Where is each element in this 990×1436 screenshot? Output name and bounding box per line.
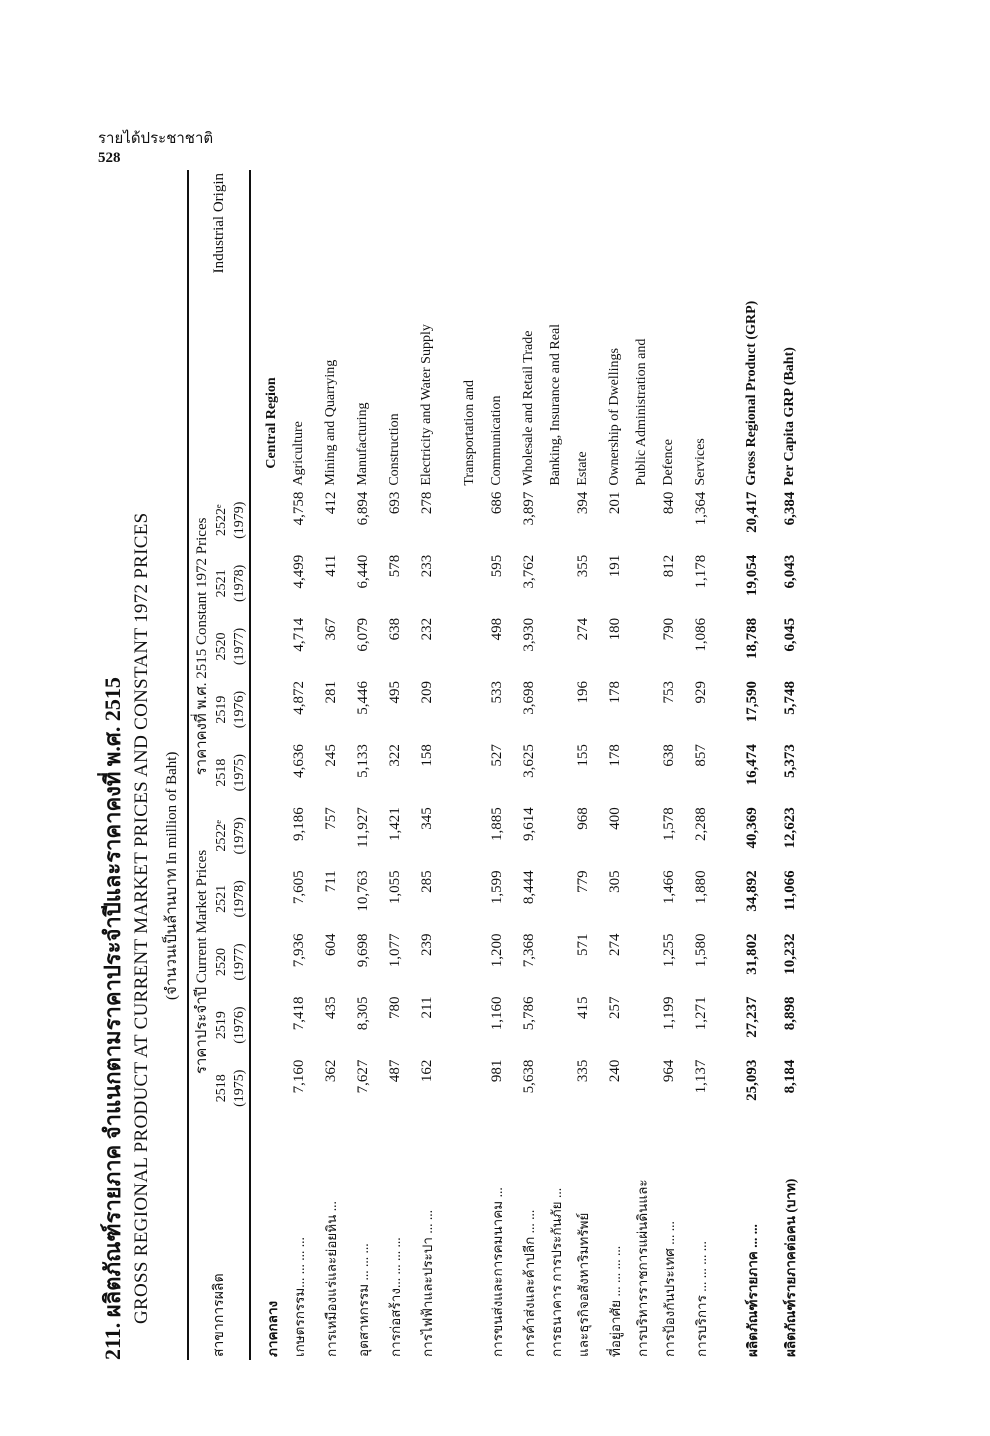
value-cell: 1,160 [488,996,505,1031]
value-cell [545,678,567,741]
value-cell [631,804,653,867]
value-cell: 711 [322,870,339,893]
value-cell: 812 [660,554,677,578]
value-cell: 1,199 [660,996,677,1031]
year-thai: 2522ᵉ [214,504,229,537]
row-label-thai: การค้าส่งและค้าปลีก ... ... [522,1209,537,1357]
value-cell [545,741,567,804]
value-cell: 981 [488,1059,505,1083]
value-cell: 7,627 [354,1059,371,1094]
value-cell: 233 [418,554,435,578]
table-row [685,170,717,1360]
section-label-english: Central Region [264,377,279,469]
row-label-english: Services [693,438,708,486]
value-cell: 6,440 [354,554,371,589]
value-cell: 17,590 [743,681,760,723]
value-cell: 4,714 [290,617,307,652]
value-cell: 155 [574,744,591,767]
table-row [771,170,809,1360]
value-cell: 6,894 [354,491,371,526]
row-label-thai: การบริหารราชการแผ่นดินและ [635,1179,650,1357]
value-cell: 2,288 [692,807,709,841]
value-cell: 1,580 [692,933,709,968]
value-cell: 533 [488,681,505,704]
value-cell: 1,421 [386,807,403,841]
value-cell: 1,137 [692,1059,709,1094]
rotated-table-page [95,170,895,1360]
row-label-thai: การขนส่งและการคมนาคม ... [490,1187,505,1357]
value-cell: 5,748 [781,681,798,715]
value-cell: 34,892 [743,870,760,912]
value-cell: 693 [386,491,403,515]
value-cell [459,615,481,678]
value-cell: 411 [322,554,339,577]
value-cell: 3,698 [520,681,537,715]
value-cell: 1,364 [692,491,709,526]
value-cell [459,930,481,993]
row-label-thai: การไฟฟ้าและประปา ... ... [420,1210,435,1357]
year-header-cell [213,804,250,867]
year-ad: (1978) [232,880,247,918]
value-cell: 285 [418,870,435,893]
year-ad: (1979) [232,817,247,855]
value-cell [631,994,653,1057]
value-cell: 362 [322,1059,339,1083]
row-label-english: Ownership of Dwellings [607,348,622,486]
value-cell: 638 [386,617,403,641]
section-label-thai: ภาคกลาง [265,1300,280,1357]
year-header-cell [213,867,250,930]
value-cell: 1,885 [488,807,505,841]
title-thai: ผลิตภัณฑ์รายภาค จำแนกตามราคาประจำปีและราคาคงที่ พ.ศ. 2515 [100,677,125,1318]
group-header-current: ราคาประจำปี Current Market Prices [194,849,210,1075]
value-cell: 18,788 [743,617,760,660]
value-cell: 16,474 [743,744,760,786]
value-cell: 5,786 [520,996,537,1031]
value-cell: 211 [418,996,435,1019]
value-cell: 498 [488,617,505,641]
section-row [250,170,283,1360]
value-cell: 9,698 [354,933,371,968]
value-cell: 11,066 [781,870,798,911]
table-row [567,170,599,1360]
value-cell [631,678,653,741]
row-label-thai: ที่อยู่อาศัย ... ... ... ... [608,1245,623,1357]
value-cell: 4,636 [290,744,307,778]
title-english: GROSS REGIONAL PRODUCT AT CURRENT MARKET PRICES AND CONSTANT 1972 PRICES [131,512,152,1324]
value-cell: 4,758 [290,491,307,526]
year-ad: (1977) [232,627,247,666]
value-cell [545,994,567,1057]
row-label-english: Gross Regional Product (GRP) [744,300,759,486]
value-cell [545,1057,567,1120]
value-cell: 6,079 [354,617,371,652]
value-cell: 686 [488,491,505,515]
value-cell: 6,384 [781,491,798,526]
value-cell: 7,368 [520,933,537,968]
value-cell: 5,446 [354,681,371,715]
value-cell: 345 [418,807,435,830]
value-cell [459,552,481,615]
value-cell: 281 [322,681,339,704]
row-label-english: Estate [575,451,590,486]
value-cell [545,930,567,993]
value-cell: 1,178 [692,554,709,589]
row-label-english: Per Capita GRP (Baht) [782,347,797,486]
value-cell: 4,872 [290,681,307,715]
row-label-english: Wholesale and Retail Trade [521,330,536,486]
value-cell: 757 [322,807,339,830]
value-cell: 5,373 [781,744,798,778]
table-row [283,170,315,1360]
value-cell: 180 [606,617,623,641]
value-cell: 367 [322,617,339,641]
year-header-cell [213,741,250,804]
year-header-cell [213,615,250,678]
group-header-constant: ราคาคงที่ พ.ศ. 2515 Constant 1972 Prices [194,517,210,776]
value-cell: 495 [386,681,403,704]
spacer-row [717,170,733,1360]
value-cell [545,489,567,552]
value-cell: 780 [386,996,403,1020]
value-cell: 20,417 [743,491,760,533]
year-header-cell [213,678,250,741]
value-cell: 487 [386,1059,403,1083]
value-cell: 8,305 [354,996,371,1031]
value-cell: 3,897 [520,491,537,526]
table-row [513,170,545,1360]
value-cell: 162 [418,1059,435,1083]
row-label-thai: การก่อสร้าง... ... ... ... [388,1237,403,1357]
running-header [98,128,213,168]
value-cell [545,867,567,930]
row-label-english: Public Administration and [634,338,649,486]
title-thai-line [95,677,130,1360]
table-row [347,170,379,1360]
year-header-cell [213,489,250,552]
value-cell: 25,093 [743,1059,760,1101]
value-cell: 604 [322,933,339,956]
value-cell: 1,271 [692,996,709,1031]
value-cell: 527 [488,744,505,767]
value-cell: 400 [606,807,623,830]
table-row [631,170,653,1360]
value-cell [459,678,481,741]
value-cell [545,615,567,678]
value-cell: 11,927 [354,807,371,848]
year-ad: (1976) [232,1006,247,1044]
value-cell: 415 [574,996,591,1020]
value-cell [631,489,653,552]
year-ad: (1979) [232,501,247,539]
value-cell: 595 [488,554,505,578]
value-cell: 1,880 [692,870,709,905]
row-label-english: Mining and Quarrying [323,359,338,486]
value-cell [545,804,567,867]
table-row [411,170,443,1360]
value-cell: 3,625 [520,744,537,778]
table-row [599,170,631,1360]
value-cell: 196 [574,681,591,704]
value-cell [631,930,653,993]
value-cell: 19,054 [743,554,760,597]
value-cell: 1,200 [488,933,505,968]
year-thai: 2521 [214,884,229,913]
value-cell: 571 [574,933,591,956]
value-cell: 10,763 [354,870,371,912]
value-cell: 232 [418,617,435,641]
value-cell: 857 [692,744,709,767]
value-cell: 31,802 [743,933,760,975]
row-label-english: Defence [661,439,676,486]
value-cell: 8,898 [781,996,798,1031]
row-label-thai: การธนาคาร การประกันภัย ... [549,1187,564,1357]
value-cell: 158 [418,744,435,767]
value-cell: 753 [660,681,677,704]
year-ad: (1976) [232,690,247,729]
value-cell: 322 [386,744,403,767]
value-cell: 5,638 [520,1059,537,1094]
title-unit: (จำนวนเป็นล้านบาท In million of Baht) [164,751,180,1000]
value-cell: 1,086 [692,617,709,652]
table-number: 211. [100,1322,125,1360]
value-cell [459,867,481,930]
value-cell: 10,232 [781,933,798,975]
table-body [250,170,809,1360]
row-label-thai [459,1120,481,1360]
row-label-english: Manufacturing [355,402,370,486]
column-header-english: Industrial Origin [210,173,227,274]
gross-regional-product-table [187,170,809,1360]
value-cell [631,867,653,930]
row-label-thai: อุตสาหกรรม ... ... ... [356,1243,371,1357]
row-label-english: Banking, Insurance and Real [548,323,563,486]
spacer-row [443,170,459,1360]
value-cell: 3,930 [520,617,537,652]
year-header-cell [213,552,250,615]
value-cell: 5,133 [354,744,371,778]
row-label-thai: ผลิตภัณฑ์รายภาค ... ... [745,1224,760,1357]
year-thai: 2519 [214,1011,229,1040]
value-cell: 191 [606,554,623,578]
year-ad: (1977) [232,943,247,981]
value-cell: 1,578 [660,807,677,841]
value-cell: 7,936 [290,933,307,968]
value-cell: 7,160 [290,1059,307,1094]
value-cell: 578 [386,554,403,578]
value-cell: 12,623 [781,807,798,849]
value-cell [459,489,481,552]
value-cell: 178 [606,681,623,704]
value-cell: 412 [322,491,339,515]
value-cell: 240 [606,1059,623,1083]
value-cell: 790 [660,617,677,641]
value-cell: 1,466 [660,870,677,905]
value-cell: 1,055 [386,870,403,905]
value-cell: 435 [322,996,339,1020]
value-cell [459,1057,481,1120]
value-cell [631,615,653,678]
year-ad: (1978) [232,564,247,602]
year-thai: 2520 [214,948,229,976]
table-row [315,170,347,1360]
row-label-thai: ผลิตภัณฑ์รายภาคต่อคน (บาท) [783,1178,798,1357]
value-cell: 355 [574,554,591,578]
year-ad: (1975) [232,754,247,792]
value-cell: 257 [606,996,623,1020]
table-row [545,170,567,1360]
value-cell: 274 [606,933,623,956]
row-label-english: Agriculture [291,421,306,486]
year-header-cell [213,1057,250,1120]
row-label-thai: การเหมืองแร่และย่อยหิน ... [324,1201,339,1357]
value-cell: 8,184 [781,1059,798,1094]
year-ad: (1975) [232,1069,247,1107]
value-cell: 929 [692,681,709,704]
value-cell: 40,369 [743,807,760,849]
row-label-thai: การบริการ ... ... ... ... [694,1241,709,1357]
value-cell: 964 [660,1059,677,1083]
year-thai: 2518 [214,1074,229,1103]
header-thai: รายได้ประชาชาติ [98,129,214,147]
value-cell: 1,077 [386,933,403,968]
value-cell: 274 [574,617,591,641]
value-cell: 305 [606,870,623,893]
value-cell: 394 [574,491,591,515]
year-thai: 2520 [214,632,229,661]
value-cell: 6,043 [781,554,798,589]
value-cell: 239 [418,933,435,956]
row-label-thai: เกษตรกรรม... ... ... ... [292,1237,307,1357]
value-cell: 3,762 [520,554,537,589]
row-label-thai: และธุรกิจอสังหาริมทรัพย์ [576,1212,591,1357]
value-cell [631,552,653,615]
table-row [481,170,513,1360]
value-cell [459,804,481,867]
value-cell: 4,499 [290,554,307,589]
row-label-english: Transportation and [462,380,477,486]
value-cell [631,1057,653,1120]
table-row [733,170,771,1360]
table-row [379,170,411,1360]
year-thai: 2519 [214,695,229,724]
row-label-english: Communication [489,395,504,486]
value-cell: 840 [660,491,677,515]
value-cell: 9,186 [290,807,307,841]
value-cell: 7,418 [290,996,307,1031]
year-header-cell [213,930,250,993]
value-cell [459,741,481,804]
value-cell: 8,444 [520,870,537,905]
value-cell: 968 [574,807,591,830]
value-cell: 278 [418,491,435,515]
value-cell: 209 [418,681,435,704]
value-cell: 6,045 [781,617,798,652]
value-cell: 245 [322,744,339,767]
value-cell: 178 [606,744,623,767]
value-cell: 7,605 [290,870,307,905]
year-thai: 2522ᵉ [214,819,229,852]
value-cell: 27,237 [743,996,760,1038]
value-cell: 638 [660,744,677,767]
value-cell [545,552,567,615]
value-cell [459,994,481,1057]
value-cell: 1,255 [660,933,677,968]
row-label-thai: การป้องกันประเทศ ... ... [662,1221,677,1357]
table-row [459,170,481,1360]
table-row [653,170,685,1360]
row-label-english: Electricity and Water Supply [419,324,434,486]
page-number: 528 [98,150,121,166]
row-label-english: Construction [387,413,402,486]
value-cell [631,741,653,804]
value-cell: 1,599 [488,870,505,905]
year-header-cell [213,994,250,1057]
value-cell: 335 [574,1059,591,1083]
year-thai: 2521 [214,569,229,598]
value-cell: 201 [606,491,623,515]
column-header-thai: สาขาการผลิต [212,1273,227,1357]
year-thai: 2518 [214,758,229,787]
value-cell: 9,614 [520,807,537,841]
value-cell: 779 [574,870,591,893]
